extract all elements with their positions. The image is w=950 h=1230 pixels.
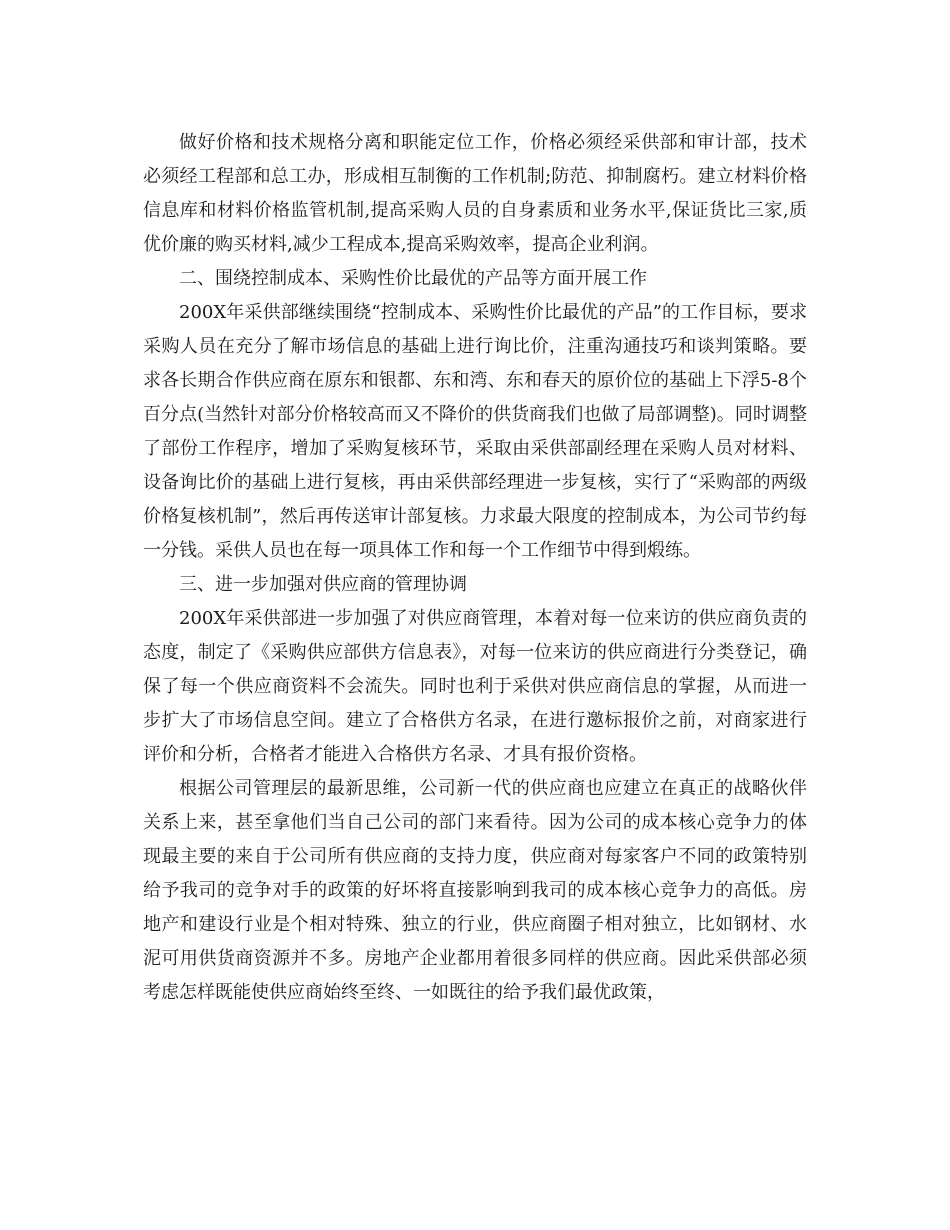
paragraph-strategic-partnership: 根据公司管理层的最新思维，公司新一代的供应商也应建立在真正的战略伙伴关系上来，甚至拿他们当自己公司的部门来看待。因为公司的成本核心竞争力的体现最主要的来自于公司所有供应商的支持力度，供应商对每家客户不同的政策特别给予我司的竞争对手的政策的好坏将直接影响到我司的成本核心竞争力的高低。房地产和建设行业是个相对特殊、独立的行业，供应商圈子相对独立，比如钢材、水泥可用供货商资源并不多。房地产企业都用着很多同样的供应商。因此采供部必须考虑怎样既能使供应商始终至终、一如既往的给予我们最优政策， (143, 778, 807, 1003)
paragraph-price-spec-separation: 做好价格和技术规格分离和职能定位工作，价格必须经采供部和审计部，技术必须经工程部和总工办，形成相互制衡的工作机制;防范、抑制腐朽。建立材料价格信息库和材料价格监管机制,提高采购人员的自身素质和业务水平,保证货比三家,质优价廉的购买材料,减少工程成本,提高采购效率，提高企业利润。 (143, 132, 807, 255)
paragraph-supplier-management: 200X年采供部进一步加强了对供应商管理，本着对每一位来访的供应商负责的态度，制定了《采购供应部供方信息表》，对每一位来访的供应商进行分类登记，确保了每一个供应商资料不会流失。同时也利于采供对供应商信息的掌握，从而进一步扩大了市场信息空间。建立了合格供方名录，在进行邀标报价之前，对商家进行评价和分析，合格者才能进入合格供方名录、才具有报价资格。 (143, 608, 807, 765)
section-heading-cost-control: 二、围绕控制成本、采购性价比最优的产品等方面开展工作 (179, 268, 647, 289)
document-page (143, 126, 807, 1010)
paragraph-cost-control: 200X年采供部继续围绕“控制成本、采购性价比最优的产品”的工作目标，要求采购人员在充分了解市场信息的基础上进行询比价，注重沟通技巧和谈判策略。要求各长期合作供应商在原东和银都、东和湾、东和春天的原价位的基础上下浮5-8个百分点(当然针对部分价格较高而又不降价的供货商我们也做了局部调整)。同时调整了部份工作程序，增加了采购复核环节，采取由采供部副经理在采购人员对材料、设备询比价的基础上进行复核，再由采供部经理进一步复核，实行了“采购部的两级价格复核机制”，然后再传送审计部复核。力求最大限度的控制成本，为公司节约每一分钱。采供人员也在每一项具体工作和每一个工作细节中得到煅练。 (143, 302, 807, 561)
section-heading-supplier-management: 三、进一步加强对供应商的管理协调 (179, 574, 467, 595)
